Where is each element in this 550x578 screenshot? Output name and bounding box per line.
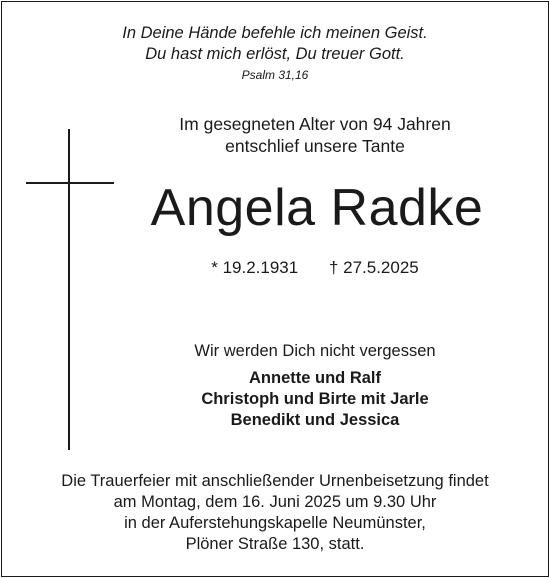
mourner-line: Christoph und Birte mit Jarle [201,390,429,408]
intro-text [80,113,550,157]
bible-verse [0,23,550,83]
remembrance-text: Wir werden Dich nicht vergessen [194,342,436,360]
life-dates [80,257,550,279]
verse-reference: Psalm 31,16 [241,68,309,82]
mourners-list [80,368,550,431]
mourner-line: Annette und Ralf [249,369,381,387]
intro-line-2: entschlief unsere Tante [225,136,405,156]
verse-line-2: Du hast mich erlöst, Du treuer Gott. [145,45,405,63]
funeral-line-2: am Montag, dem 16. Juni 2025 um 9.30 Uhr [113,493,437,511]
funeral-line-4: Plöner Straße 130, statt. [185,535,365,553]
intro-line-1: Im gesegneten Alter von 94 Jahren [179,114,451,134]
birth-date: * 19.2.1931 [211,258,299,277]
deceased-name: Angela Radke [150,179,484,237]
mourner-line: Benedikt und Jessica [230,411,400,429]
cross-icon [68,129,70,450]
funeral-notice [0,471,550,555]
verse-line-1: In Deine Hände befehle ich meinen Geist. [122,24,428,42]
funeral-line-3: in der Auferstehungskapelle Neumünster, [124,514,426,532]
death-date: † 27.5.2025 [328,258,419,277]
funeral-line-1: Die Trauerfeier mit anschließender Urnenbeisetzung findet [61,472,489,490]
